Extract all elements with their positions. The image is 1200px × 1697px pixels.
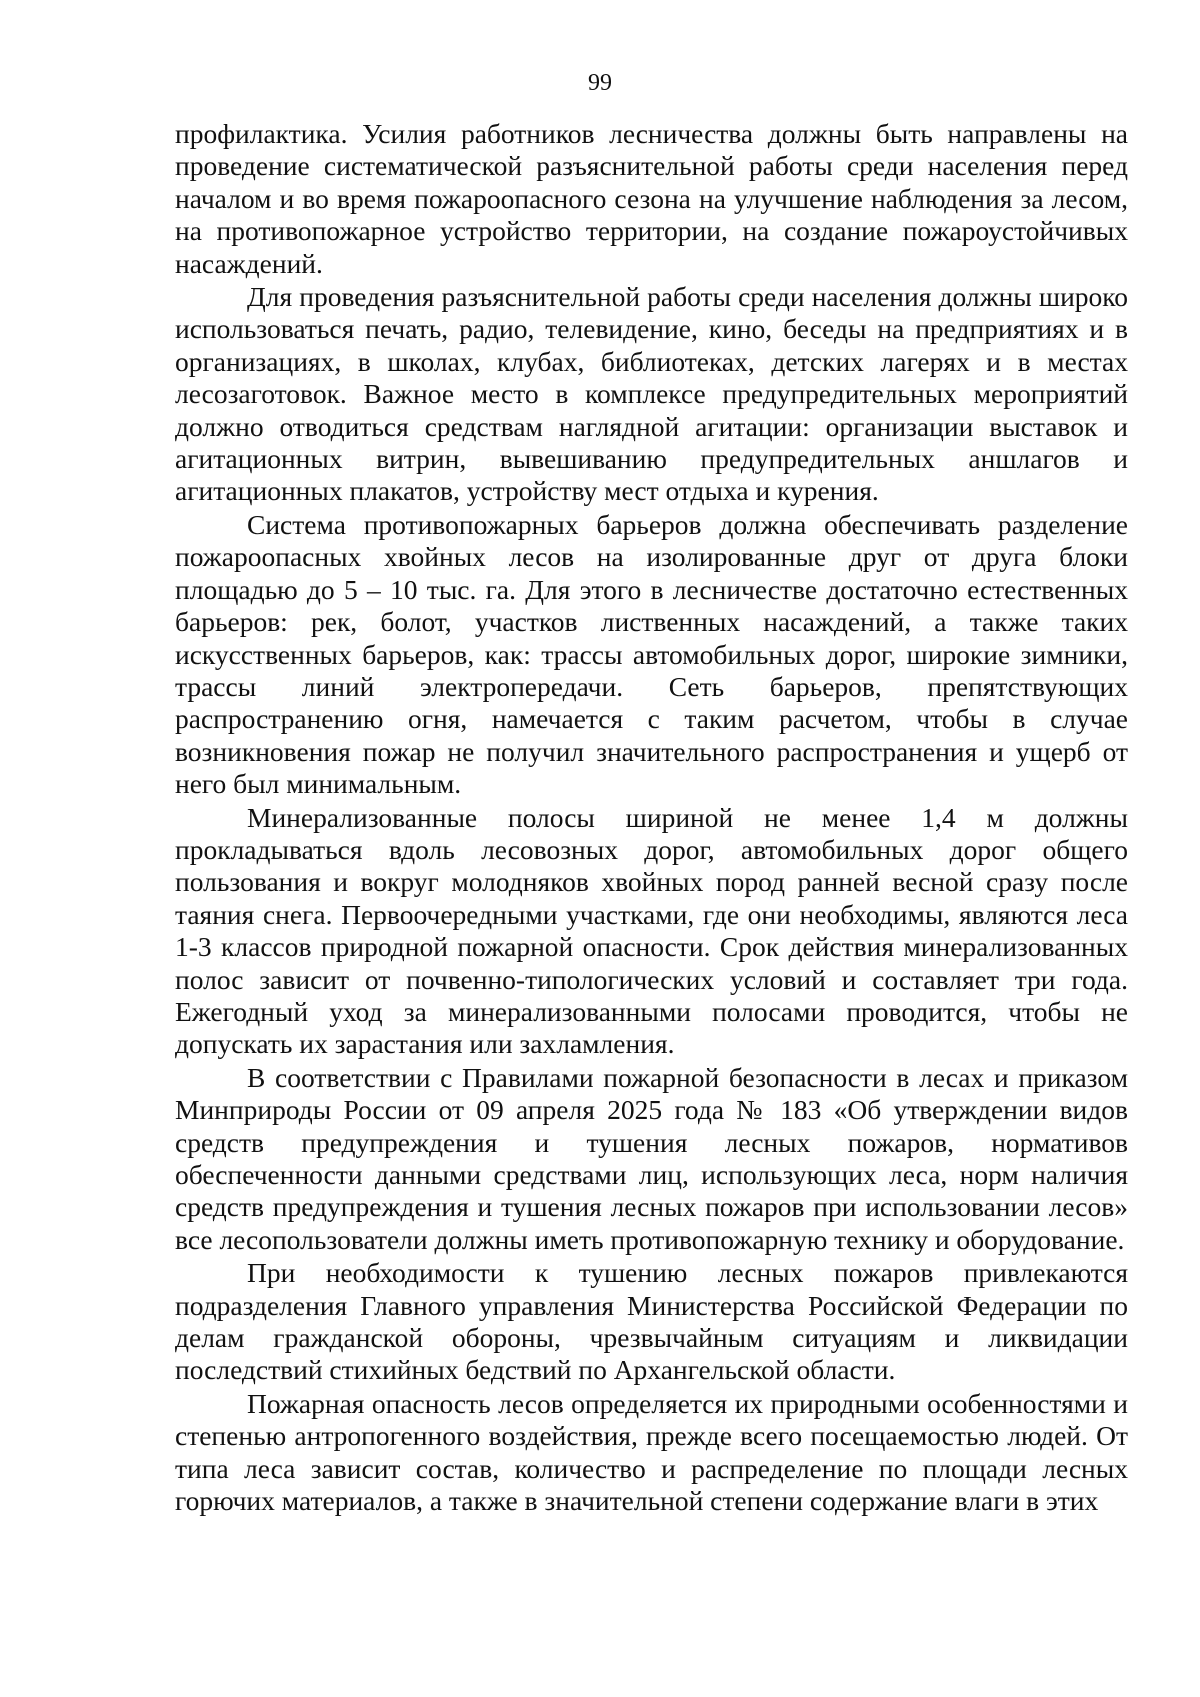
paragraph-2: Для проведения разъяснительной работы среди населения должны широко использоваться печать, радио, телевидение, кино, беседы на предприятиях и в организациях, в школах, клубах, библиотеках, детских лагерях и в местах лесозаготовок. Важное место в комплексе предупредительных мероприятий должно отводиться средствам наглядной агитации: организации выставок и агитационных витрин, вывешиванию предупредительных аншлагов и агитационных плакатов, устройству мест отдыха и курения. bbox=[175, 281, 1128, 507]
paragraph-7: Пожарная опасность лесов определяется их природными особенностями и степенью антропогенного воздействия, прежде всего посещаемостью людей. От типа леса зависит состав, количество и распределение по площади лесных горючих материалов, а также в значительной степени содержание влаги в этих bbox=[175, 1387, 1128, 1517]
page-number: 99 bbox=[588, 70, 612, 96]
paragraph-5: В соответствии с Правилами пожарной безопасности в лесах и приказом Минприроды России от 09 апреля 2025 года № 183 «Об утверждении видов средств предупреждения и тушения лесных пожаров, нормативов обеспеченности данными средствами лиц, использующих леса, норм наличия средств предупреждения и тушения лесных пожаров при использовании лесов» все лесопользователи должны иметь противопожарную технику и оборудование. bbox=[175, 1061, 1128, 1255]
paragraph-3: Система противопожарных барьеров должна обеспечивать разделение пожароопасных хвойных лесов на изолированные друг от друга блоки площадью до 5 – 10 тыс. га. Для этого в лесничестве достаточно естественных барьеров: рек, болот, участков лиственных насаждений, а также таких искусственных барьеров, как: трассы автомобильных дорог, широкие зимники, трассы линий электропередачи. Сеть барьеров, препятствующих распространению огня, намечается с таким расчетом, чтобы в случае возникновения пожар не получил значительного распространения и ущерб от него был минимальным. bbox=[175, 508, 1128, 800]
paragraph-1: профилактика. Усилия работников лесничества должны быть направлены на проведение систематической разъяснительной работы среди населения перед началом и во время пожароопасного сезона на улучшение наблюдения за лесом, на противопожарное устройство территории, на создание пожароустойчивых насаждений. bbox=[175, 118, 1128, 279]
paragraph-4: Минерализованные полосы шириной не менее 1,4 м должны прокладываться вдоль лесовозных дорог, автомобильных дорог общего пользования и вокруг молодняков хвойных пород ранней весной сразу после таяния снега. Первоочередными участками, где они необходимы, являются леса 1-3 классов природной пожарной опасности. Срок действия минерализованных полос зависит от почвенно-типологических условий и составляет три года. Ежегодный уход за минерализованными полосами проводится, чтобы не допускать их зарастания или захламления. bbox=[175, 801, 1128, 1060]
document-body bbox=[175, 118, 1128, 1517]
paragraph-6: При необходимости к тушению лесных пожаров привлекаются подразделения Главного управления Министерства Российской Федерации по делам гражданской обороны, чрезвычайным ситуациям и ликвидации последствий стихийных бедствий по Архангельской области. bbox=[175, 1257, 1128, 1386]
